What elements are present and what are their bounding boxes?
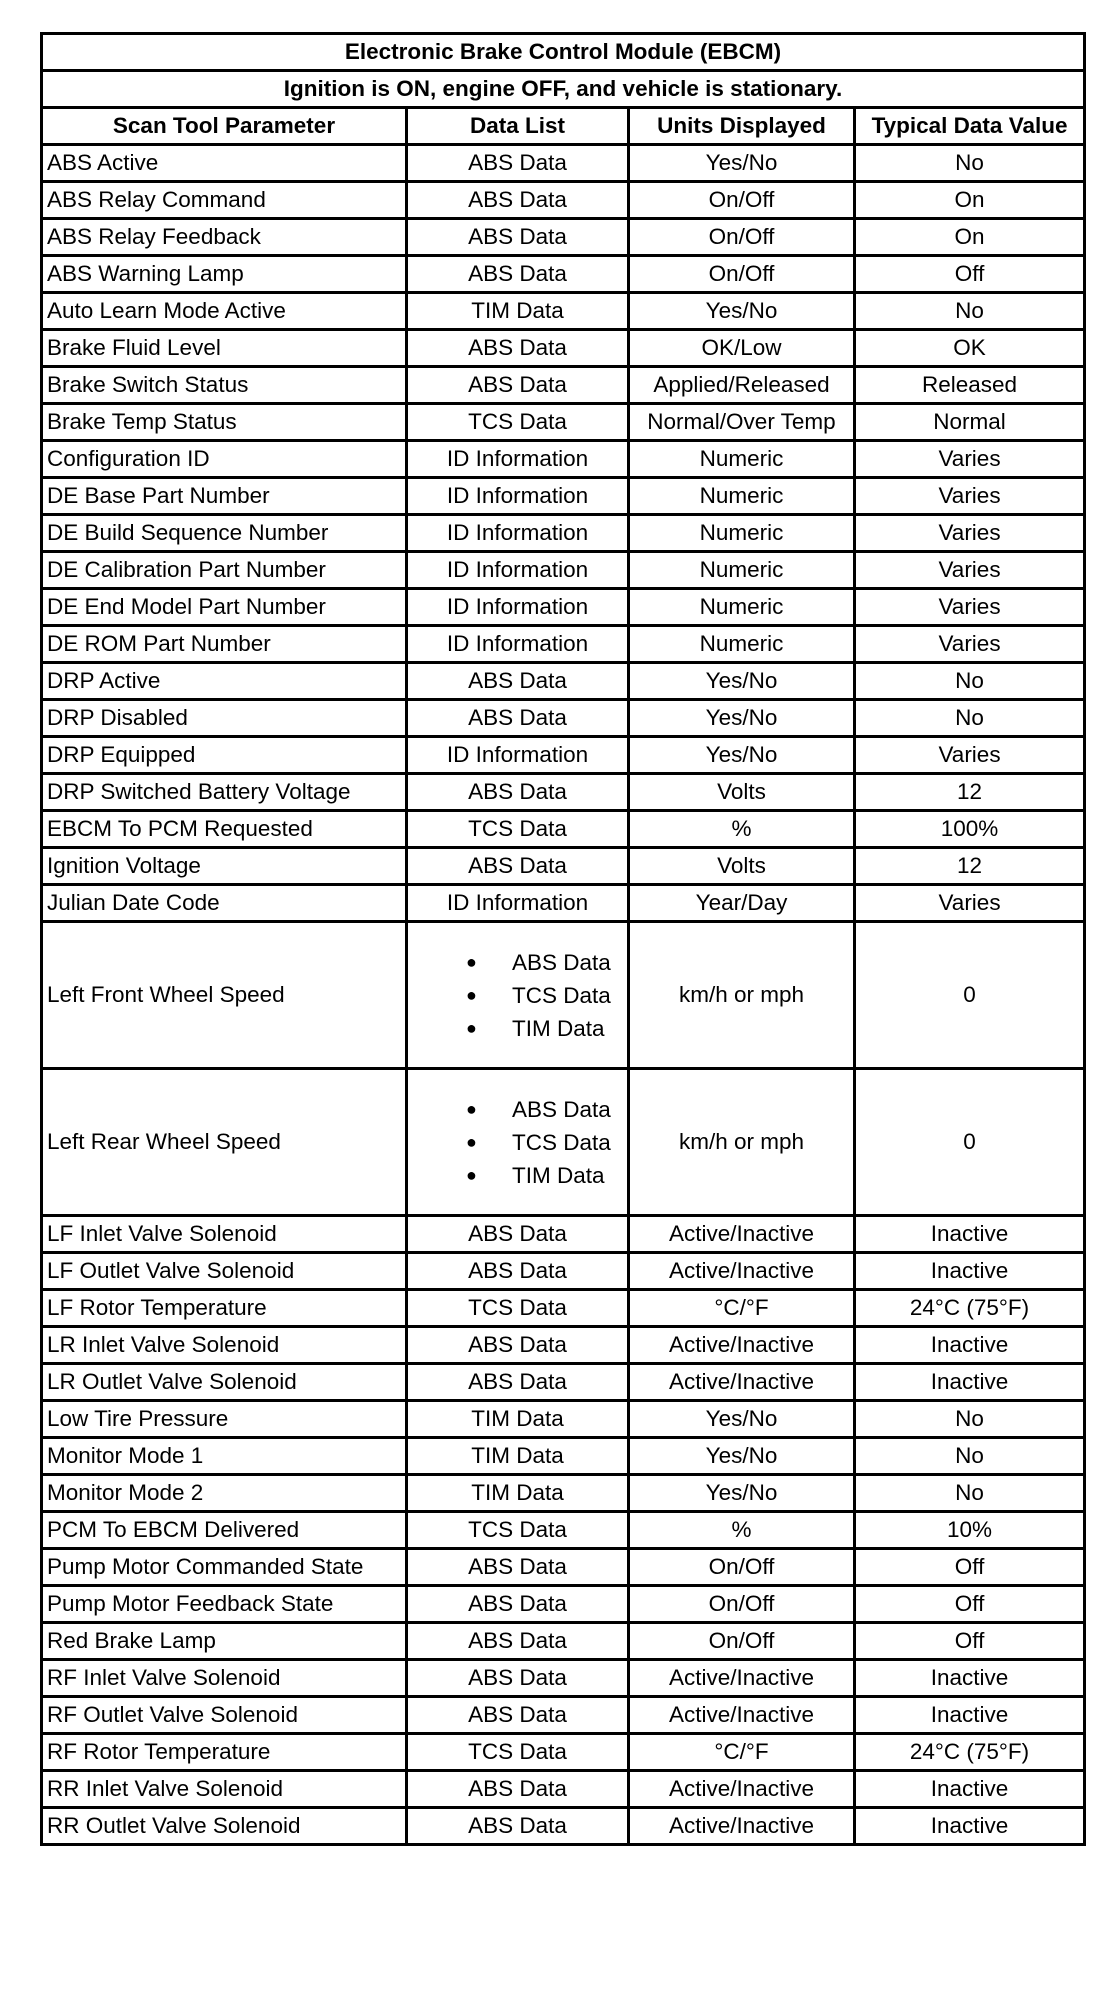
table-row [42, 330, 1085, 367]
cell-data-list: ABS Data [407, 848, 629, 885]
cell-parameter: Configuration ID [42, 441, 407, 478]
table-row [42, 1253, 1085, 1290]
cell-parameter: PCM To EBCM Delivered [42, 1512, 407, 1549]
cell-typical-value: Inactive [855, 1253, 1085, 1290]
cell-data-list: ID Information [407, 885, 629, 922]
cell-parameter: LR Inlet Valve Solenoid [42, 1327, 407, 1364]
cell-data-list: ABS Data [407, 367, 629, 404]
cell-data-list: TCS Data [407, 1734, 629, 1771]
table-row [42, 404, 1085, 441]
cell-parameter: Brake Temp Status [42, 404, 407, 441]
cell-data-list: ABS Data [407, 1808, 629, 1845]
cell-units: Yes/No [629, 1475, 855, 1512]
table-row [42, 848, 1085, 885]
cell-units: Numeric [629, 552, 855, 589]
cell-data-list: ABS Data [407, 1549, 629, 1586]
data-list-item [424, 1012, 623, 1045]
cell-data-list: ID Information [407, 515, 629, 552]
cell-data-list: ID Information [407, 478, 629, 515]
table-row [42, 1475, 1085, 1512]
cell-units: % [629, 811, 855, 848]
cell-typical-value: Off [855, 1549, 1085, 1586]
cell-units: Numeric [629, 478, 855, 515]
cell-data-list: TCS Data [407, 1512, 629, 1549]
cell-typical-value: 100% [855, 811, 1085, 848]
bullet-icon: ● [466, 1164, 477, 1185]
cell-typical-value: 24°C (75°F) [855, 1734, 1085, 1771]
cell-units: Year/Day [629, 885, 855, 922]
table-row [42, 626, 1085, 663]
cell-units: Numeric [629, 589, 855, 626]
cell-units: Normal/Over Temp [629, 404, 855, 441]
table-row [42, 441, 1085, 478]
table-row [42, 922, 1085, 1069]
bullet-icon: ● [466, 984, 477, 1005]
cell-data-list [407, 922, 629, 1069]
cell-units: Active/Inactive [629, 1216, 855, 1253]
cell-typical-value: Varies [855, 589, 1085, 626]
data-list-item-label: TIM Data [512, 1162, 605, 1188]
table-row [42, 1586, 1085, 1623]
cell-parameter: DE Calibration Part Number [42, 552, 407, 589]
cell-units: °C/°F [629, 1290, 855, 1327]
cell-parameter: LF Rotor Temperature [42, 1290, 407, 1327]
cell-data-list: ABS Data [407, 1771, 629, 1808]
cell-units: km/h or mph [629, 922, 855, 1069]
cell-parameter: RR Inlet Valve Solenoid [42, 1771, 407, 1808]
column-header-data-list: Data List [407, 108, 629, 145]
cell-typical-value: No [855, 700, 1085, 737]
cell-parameter: DE Base Part Number [42, 478, 407, 515]
cell-units: Yes/No [629, 145, 855, 182]
cell-typical-value: Inactive [855, 1364, 1085, 1401]
cell-units: Volts [629, 848, 855, 885]
cell-data-list: TIM Data [407, 1401, 629, 1438]
cell-data-list: ABS Data [407, 663, 629, 700]
cell-units: On/Off [629, 219, 855, 256]
cell-typical-value: No [855, 1401, 1085, 1438]
cell-units: Yes/No [629, 700, 855, 737]
cell-typical-value: No [855, 663, 1085, 700]
cell-parameter: Left Front Wheel Speed [42, 922, 407, 1069]
cell-data-list: ABS Data [407, 1623, 629, 1660]
cell-typical-value: Off [855, 1586, 1085, 1623]
cell-parameter: Red Brake Lamp [42, 1623, 407, 1660]
cell-data-list [407, 1069, 629, 1216]
cell-data-list: ID Information [407, 441, 629, 478]
cell-typical-value: On [855, 182, 1085, 219]
cell-typical-value: 24°C (75°F) [855, 1290, 1085, 1327]
cell-data-list: ID Information [407, 552, 629, 589]
cell-units: Applied/Released [629, 367, 855, 404]
table-row [42, 1069, 1085, 1216]
table-row [42, 552, 1085, 589]
cell-data-list: ABS Data [407, 1697, 629, 1734]
table-row [42, 1216, 1085, 1253]
cell-data-list: TCS Data [407, 404, 629, 441]
cell-parameter: DE End Model Part Number [42, 589, 407, 626]
cell-parameter: Julian Date Code [42, 885, 407, 922]
header-row [42, 108, 1085, 145]
cell-data-list: ABS Data [407, 256, 629, 293]
cell-data-list: ABS Data [407, 774, 629, 811]
table-row [42, 515, 1085, 552]
data-list-item [424, 979, 623, 1012]
cell-units: % [629, 1512, 855, 1549]
table-body [42, 145, 1085, 1845]
cell-typical-value: Varies [855, 478, 1085, 515]
cell-typical-value: Varies [855, 737, 1085, 774]
cell-parameter: DE ROM Part Number [42, 626, 407, 663]
cell-typical-value: Inactive [855, 1216, 1085, 1253]
cell-parameter: EBCM To PCM Requested [42, 811, 407, 848]
cell-data-list: ABS Data [407, 219, 629, 256]
cell-data-list: TIM Data [407, 1438, 629, 1475]
cell-data-list: ABS Data [407, 1216, 629, 1253]
cell-parameter: Auto Learn Mode Active [42, 293, 407, 330]
cell-data-list: ABS Data [407, 1586, 629, 1623]
cell-typical-value: Off [855, 1623, 1085, 1660]
cell-typical-value: 0 [855, 1069, 1085, 1216]
cell-parameter: LR Outlet Valve Solenoid [42, 1364, 407, 1401]
cell-parameter: Pump Motor Commanded State [42, 1549, 407, 1586]
cell-units: Active/Inactive [629, 1253, 855, 1290]
cell-units: On/Off [629, 1623, 855, 1660]
cell-parameter: DE Build Sequence Number [42, 515, 407, 552]
data-list-item [424, 1159, 623, 1192]
cell-parameter: ABS Relay Command [42, 182, 407, 219]
table-row [42, 589, 1085, 626]
cell-typical-value: No [855, 1475, 1085, 1512]
cell-parameter: ABS Warning Lamp [42, 256, 407, 293]
cell-typical-value: 12 [855, 848, 1085, 885]
cell-typical-value: No [855, 293, 1085, 330]
cell-data-list: ABS Data [407, 1660, 629, 1697]
cell-units: OK/Low [629, 330, 855, 367]
cell-data-list: ID Information [407, 737, 629, 774]
table-title: Electronic Brake Control Module (EBCM) [42, 34, 1085, 71]
table-row [42, 145, 1085, 182]
cell-units: Numeric [629, 515, 855, 552]
table-row [42, 885, 1085, 922]
cell-units: On/Off [629, 256, 855, 293]
table-row [42, 219, 1085, 256]
cell-units: Yes/No [629, 1401, 855, 1438]
data-list-item-label: ABS Data [512, 1096, 611, 1122]
cell-units: Active/Inactive [629, 1327, 855, 1364]
cell-parameter: ABS Relay Feedback [42, 219, 407, 256]
cell-parameter: Brake Switch Status [42, 367, 407, 404]
data-list-item-label: TCS Data [512, 1129, 611, 1155]
table-row [42, 774, 1085, 811]
cell-units: On/Off [629, 1586, 855, 1623]
data-list-item [424, 1126, 623, 1159]
table-subtitle: Ignition is ON, engine OFF, and vehicle is stationary. [42, 71, 1085, 108]
cell-parameter: RR Outlet Valve Solenoid [42, 1808, 407, 1845]
cell-typical-value: No [855, 1438, 1085, 1475]
table-row [42, 182, 1085, 219]
cell-parameter: DRP Equipped [42, 737, 407, 774]
cell-parameter: DRP Active [42, 663, 407, 700]
cell-parameter: ABS Active [42, 145, 407, 182]
cell-parameter: Monitor Mode 1 [42, 1438, 407, 1475]
table-row [42, 1438, 1085, 1475]
cell-data-list: ABS Data [407, 145, 629, 182]
data-list-item-label: TIM Data [512, 1015, 605, 1041]
table-row [42, 663, 1085, 700]
cell-units: On/Off [629, 1549, 855, 1586]
cell-typical-value: Inactive [855, 1697, 1085, 1734]
cell-data-list: ID Information [407, 626, 629, 663]
table-row [42, 1549, 1085, 1586]
cell-parameter: Ignition Voltage [42, 848, 407, 885]
cell-data-list: TCS Data [407, 1290, 629, 1327]
cell-units: Yes/No [629, 1438, 855, 1475]
cell-typical-value: No [855, 145, 1085, 182]
data-list-bullets [412, 1093, 623, 1192]
column-header-parameter: Scan Tool Parameter [42, 108, 407, 145]
table-row [42, 1734, 1085, 1771]
cell-units: Active/Inactive [629, 1808, 855, 1845]
table-row [42, 478, 1085, 515]
cell-data-list: ABS Data [407, 1364, 629, 1401]
cell-parameter: RF Outlet Valve Solenoid [42, 1697, 407, 1734]
data-list-item [424, 1093, 623, 1126]
cell-units: Active/Inactive [629, 1771, 855, 1808]
cell-data-list: ABS Data [407, 700, 629, 737]
cell-units: Volts [629, 774, 855, 811]
bullet-icon: ● [466, 1017, 477, 1038]
cell-typical-value: Inactive [855, 1808, 1085, 1845]
cell-parameter: LF Outlet Valve Solenoid [42, 1253, 407, 1290]
cell-parameter: LF Inlet Valve Solenoid [42, 1216, 407, 1253]
cell-data-list: ABS Data [407, 1253, 629, 1290]
table-row [42, 1808, 1085, 1845]
table-row [42, 811, 1085, 848]
cell-units: Active/Inactive [629, 1364, 855, 1401]
column-header-typical-value: Typical Data Value [855, 108, 1085, 145]
cell-typical-value: Normal [855, 404, 1085, 441]
bullet-icon: ● [466, 1131, 477, 1152]
cell-data-list: TCS Data [407, 811, 629, 848]
cell-parameter: RF Rotor Temperature [42, 1734, 407, 1771]
cell-data-list: ABS Data [407, 182, 629, 219]
cell-units: Active/Inactive [629, 1697, 855, 1734]
cell-data-list: TIM Data [407, 1475, 629, 1512]
table-row [42, 1327, 1085, 1364]
cell-parameter: Brake Fluid Level [42, 330, 407, 367]
cell-units: °C/°F [629, 1734, 855, 1771]
cell-units: Yes/No [629, 293, 855, 330]
cell-typical-value: Varies [855, 552, 1085, 589]
cell-typical-value: Varies [855, 515, 1085, 552]
cell-typical-value: 10% [855, 1512, 1085, 1549]
table-row [42, 256, 1085, 293]
cell-typical-value: Inactive [855, 1660, 1085, 1697]
data-list-bullets [412, 946, 623, 1045]
cell-parameter: RF Inlet Valve Solenoid [42, 1660, 407, 1697]
cell-typical-value: Varies [855, 626, 1085, 663]
cell-typical-value: Inactive [855, 1771, 1085, 1808]
table-row [42, 1623, 1085, 1660]
bullet-icon: ● [466, 1098, 477, 1119]
cell-units: Numeric [629, 626, 855, 663]
bullet-icon: ● [466, 951, 477, 972]
table-row [42, 1290, 1085, 1327]
cell-units: Numeric [629, 441, 855, 478]
cell-data-list: ABS Data [407, 330, 629, 367]
column-header-units: Units Displayed [629, 108, 855, 145]
cell-typical-value: Varies [855, 885, 1085, 922]
table-row [42, 1660, 1085, 1697]
cell-units: Yes/No [629, 737, 855, 774]
table-row [42, 1771, 1085, 1808]
data-list-item-label: ABS Data [512, 949, 611, 975]
table-row [42, 1512, 1085, 1549]
table-row [42, 367, 1085, 404]
cell-typical-value: 0 [855, 922, 1085, 1069]
cell-data-list: TIM Data [407, 293, 629, 330]
cell-parameter: Left Rear Wheel Speed [42, 1069, 407, 1216]
cell-units: km/h or mph [629, 1069, 855, 1216]
cell-parameter: Monitor Mode 2 [42, 1475, 407, 1512]
cell-typical-value: 12 [855, 774, 1085, 811]
cell-typical-value: Off [855, 256, 1085, 293]
cell-typical-value: OK [855, 330, 1085, 367]
cell-typical-value: On [855, 219, 1085, 256]
data-list-item [424, 946, 623, 979]
cell-units: On/Off [629, 182, 855, 219]
cell-typical-value: Released [855, 367, 1085, 404]
table-row [42, 700, 1085, 737]
cell-parameter: Low Tire Pressure [42, 1401, 407, 1438]
cell-parameter: DRP Disabled [42, 700, 407, 737]
cell-data-list: ABS Data [407, 1327, 629, 1364]
cell-typical-value: Varies [855, 441, 1085, 478]
cell-units: Active/Inactive [629, 1660, 855, 1697]
cell-data-list: ID Information [407, 589, 629, 626]
cell-parameter: Pump Motor Feedback State [42, 1586, 407, 1623]
cell-typical-value: Inactive [855, 1327, 1085, 1364]
ebcm-data-table [40, 32, 1086, 1846]
cell-parameter: DRP Switched Battery Voltage [42, 774, 407, 811]
table-row [42, 1401, 1085, 1438]
table-row [42, 737, 1085, 774]
data-list-item-label: TCS Data [512, 982, 611, 1008]
table-row [42, 1364, 1085, 1401]
table-row [42, 293, 1085, 330]
table-row [42, 1697, 1085, 1734]
cell-units: Yes/No [629, 663, 855, 700]
